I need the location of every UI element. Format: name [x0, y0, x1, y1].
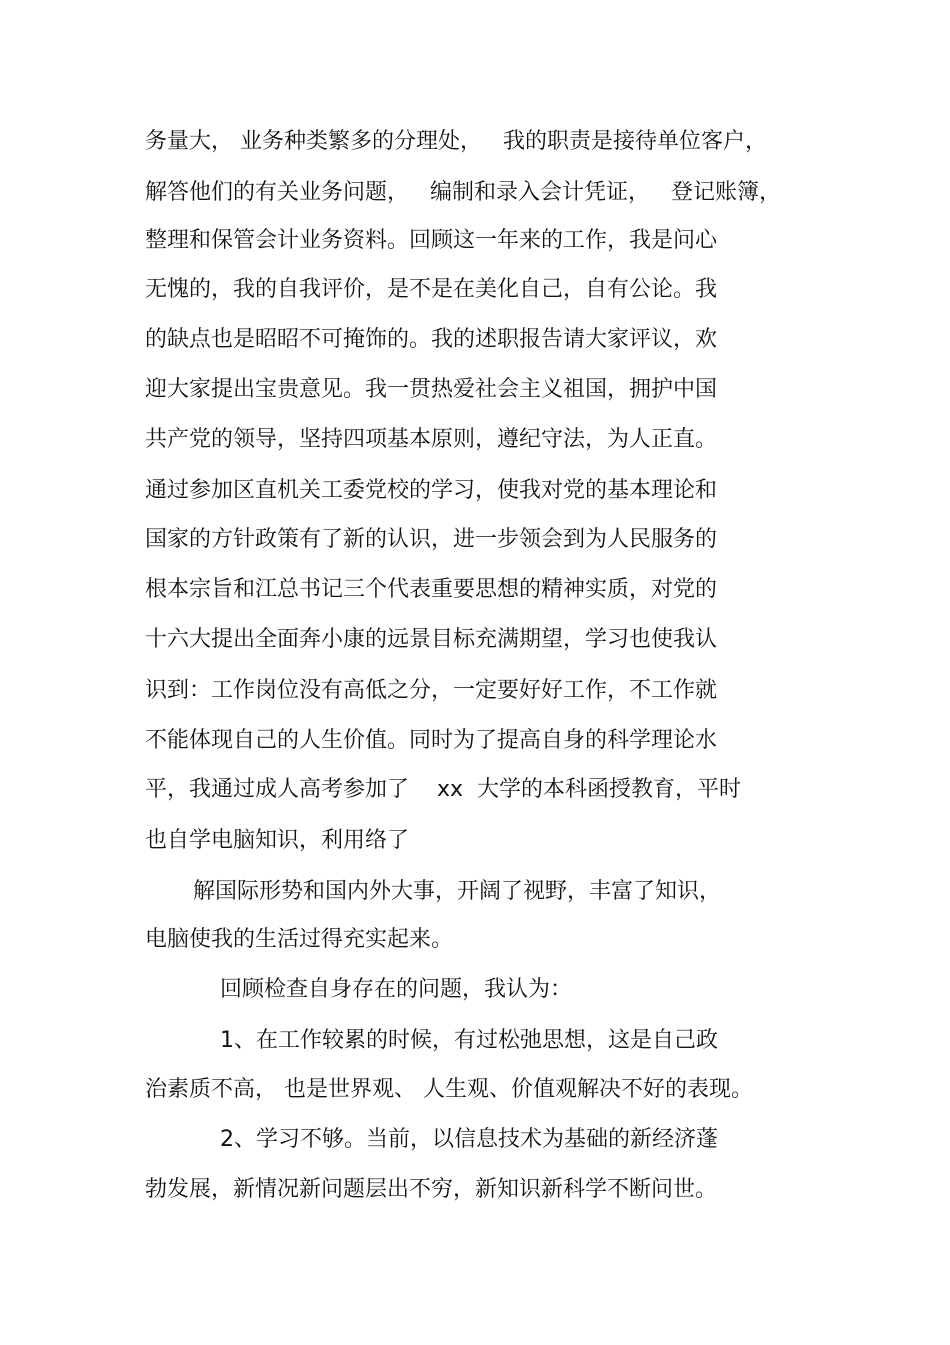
text-line: 通过参加区直机关工委党校的学习，使我对党的基本理论和: [145, 478, 718, 503]
text-line: 勃发展，新情况新问题层出不穷，新知识新科学不断问世。: [145, 1177, 718, 1202]
text-line: 回顾检查自身存在的问题，我认为：: [220, 977, 573, 1002]
text-line: 共产党的领导，坚持四项基本原则，遵纪守法，为人正直。: [145, 427, 718, 452]
text-line: 识到：工作岗位没有高低之分，一定要好好工作，不工作就: [145, 678, 718, 703]
text-line: 平，我通过成人高考参加了 xx 大学的本科函授教育，平时: [145, 777, 741, 802]
text-line: 解国际形势和国内外大事，开阔了视野，丰富了知识，: [193, 879, 722, 904]
text-line: 治素质不高， 也是世界观、 人生观、价值观解决不好的表现。: [145, 1077, 753, 1102]
text-line: 的缺点也是昭昭不可掩饰的。我的述职报告请大家评议，欢: [145, 327, 718, 352]
text-line: 解答他们的有关业务问题， 编制和录入会计凭证， 登记账簿，: [145, 180, 781, 205]
text-line: 整理和保管会计业务资料。回顾这一年来的工作，我是问心: [145, 228, 718, 253]
text-line: 1、在工作较累的时候，有过松弛思想，这是自己政: [220, 1028, 718, 1053]
text-line: 根本宗旨和江总书记三个代表重要思想的精神实质，对党的: [145, 577, 718, 602]
text-line: 不能体现自己的人生价值。同时为了提高自身的科学理论水: [145, 728, 718, 753]
text-line: 2、学习不够。当前，以信息技术为基础的新经济蓬: [220, 1127, 718, 1152]
text-line: 电脑使我的生活过得充实起来。: [145, 927, 454, 952]
text-line: 十六大提出全面奔小康的远景目标充满期望，学习也使我认: [145, 627, 718, 652]
text-line: 迎大家提出宝贵意见。我一贯热爱社会主义祖国，拥护中国: [145, 377, 718, 402]
text-line: 也自学电脑知识，利用络了: [145, 828, 410, 853]
text-line: 国家的方针政策有了新的认识，进一步领会到为人民服务的: [145, 527, 718, 552]
text-line: 务量大， 业务种类繁多的分理处， 我的职责是接待单位客户，: [145, 129, 767, 154]
text-line: 无愧的，我的自我评价，是不是在美化自己，自有公论。我: [145, 277, 718, 302]
